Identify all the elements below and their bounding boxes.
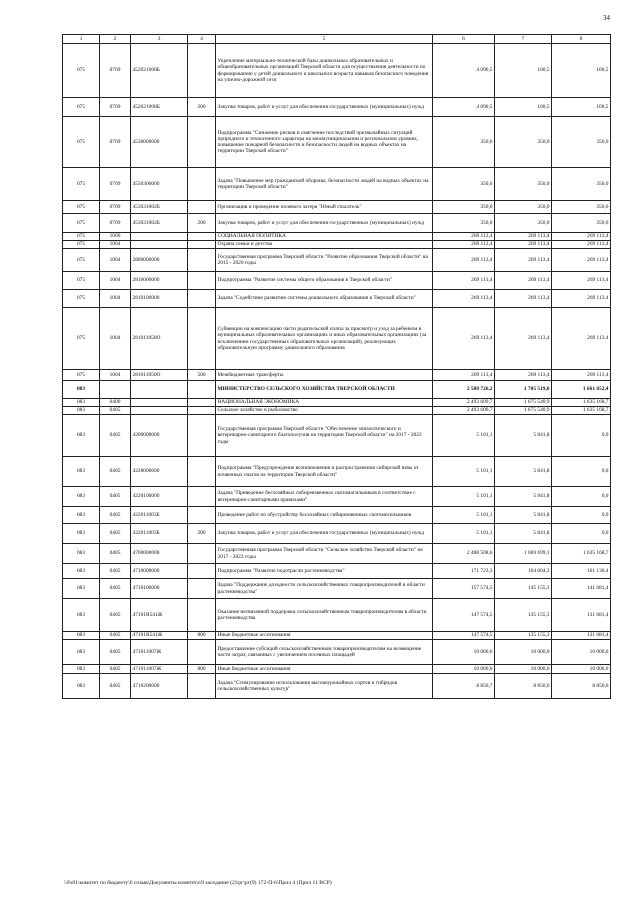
amount-col8-cell: 141 681,4	[552, 579, 611, 599]
header-cell: 2	[100, 35, 131, 44]
amount-col8-cell: 1 635 168,7	[552, 399, 611, 407]
expense-type-code-cell	[188, 272, 216, 290]
amount-col7-cell: 10 000,0	[495, 665, 552, 674]
section-code-cell: 0405	[100, 564, 131, 579]
amount-col7-cell: 10 000,0	[495, 640, 552, 665]
target-item-code-cell: 281011050О	[131, 308, 188, 370]
description-cell: Проведение работ по обустройству бесхозяйных сибиреязвенных скотомогильников	[216, 507, 433, 524]
expense-type-code-cell	[188, 233, 216, 241]
target-item-code-cell: 4710100000	[131, 579, 188, 599]
description-cell: Организация и проведение полевого лагеря "Юный спасатель"	[216, 201, 433, 214]
header-cell: 7	[495, 35, 552, 44]
expense-type-code-cell	[188, 241, 216, 249]
target-item-code-cell: 422011003Б	[131, 524, 188, 544]
table-row	[63, 233, 611, 241]
header-cell: 8	[552, 35, 611, 44]
amount-col7-cell: 8 850,6	[495, 674, 552, 699]
description-cell: Закупка товаров, работ и услуг для обеспечения государственных (муниципальных) нужд	[216, 98, 433, 117]
table-row	[63, 201, 611, 214]
agency-code-cell: 083	[63, 544, 100, 564]
section-code-cell	[100, 381, 131, 399]
section-code-cell: 0405	[100, 407, 131, 415]
target-item-code-cell: 47101R541Ж	[131, 599, 188, 632]
amount-col6-cell: 2 493 609,7	[433, 407, 495, 415]
amount-col6-cell: 350,0	[433, 168, 495, 201]
amount-col8-cell: 269 113,4	[552, 308, 611, 370]
target-item-code-cell: 281011050О	[131, 370, 188, 381]
amount-col7-cell: 269 113,4	[495, 308, 552, 370]
table-row	[63, 674, 611, 699]
expense-type-code-cell: 200	[188, 214, 216, 233]
amount-col6-cell: 5 101,1	[433, 457, 495, 487]
description-cell: Задача "Поддержание доходности сельскохозяйственных товаропроизводителей в области растениеводства"	[216, 579, 433, 599]
expense-type-code-cell	[188, 168, 216, 201]
budget-table-body	[63, 35, 611, 699]
amount-col7-cell: 135 155,3	[495, 599, 552, 632]
description-cell: Подпрограмма "Снижение рисков и смягчение последствий чрезвычайных ситуаций природного и техногенного характера на межмуниципальном и региональном уровнях, повышение пожарной безопасности и безопасности людей на водных объектах на территории Тверской области"	[216, 117, 433, 168]
agency-code-cell: 083	[63, 674, 100, 699]
expense-type-code-cell: 500	[188, 370, 216, 381]
description-cell: Закупка товаров, работ и услуг для обеспечения государственных (муниципальных) нужд	[216, 214, 433, 233]
description-cell: Межбюджетные трансферты	[216, 370, 433, 381]
expense-type-code-cell	[188, 507, 216, 524]
amount-col6-cell: 269 113,4	[433, 249, 495, 272]
agency-code-cell: 075	[63, 249, 100, 272]
amount-col6-cell: 4 090,5	[433, 44, 495, 98]
table-row	[63, 579, 611, 599]
description-cell: Иные бюджетные ассигнования	[216, 632, 433, 640]
agency-code-cell: 075	[63, 272, 100, 290]
expense-type-code-cell	[188, 407, 216, 415]
agency-code-cell: 083	[63, 415, 100, 457]
amount-col7-cell: 269 113,4	[495, 290, 552, 308]
section-code-cell: 0405	[100, 640, 131, 665]
header-cell: 1	[63, 35, 100, 44]
section-code-cell: 1004	[100, 290, 131, 308]
amount-col6-cell: 350,0	[433, 117, 495, 168]
table-row	[63, 290, 611, 308]
agency-code-cell: 075	[63, 370, 100, 381]
amount-col8-cell: 10 000,0	[552, 665, 611, 674]
expense-type-code-cell	[188, 381, 216, 399]
agency-code-cell: 083	[63, 487, 100, 507]
table-row	[63, 507, 611, 524]
amount-col6-cell: 269 113,4	[433, 308, 495, 370]
agency-code-cell: 083	[63, 381, 100, 399]
amount-col7-cell: 1 705 519,0	[495, 381, 552, 399]
table-row	[63, 524, 611, 544]
amount-col6-cell: 147 574,5	[433, 599, 495, 632]
agency-code-cell: 083	[63, 564, 100, 579]
table-header-row	[63, 35, 611, 44]
agency-code-cell: 083	[63, 399, 100, 407]
amount-col6-cell: 269 113,4	[433, 370, 495, 381]
expense-type-code-cell	[188, 599, 216, 632]
expense-type-code-cell: 800	[188, 632, 216, 640]
amount-col6-cell: 350,0	[433, 214, 495, 233]
amount-col6-cell: 10 000,0	[433, 640, 495, 665]
description-cell: Задача "Повышение мер гражданской обороны, безопасности людей на водных объектах на территории Тверской области"	[216, 168, 433, 201]
table-row	[63, 640, 611, 665]
agency-code-cell: 083	[63, 665, 100, 674]
section-code-cell: 0405	[100, 544, 131, 564]
description-cell: Задача "Приведение бесхозяйных сибиреязвенных скотомогильников в соответствие с ветеринарно-санитарными правилами"	[216, 487, 433, 507]
amount-col6-cell: 269 113,4	[433, 233, 495, 241]
target-item-code-cell: 4220000000	[131, 457, 188, 487]
amount-col8-cell: 10 000,0	[552, 640, 611, 665]
target-item-code-cell	[131, 407, 188, 415]
amount-col6-cell: 147 574,5	[433, 632, 495, 640]
amount-col6-cell: 5 101,1	[433, 415, 495, 457]
amount-col7-cell: 5 841,8	[495, 487, 552, 507]
amount-col6-cell: 4 090,5	[433, 98, 495, 117]
agency-code-cell: 083	[63, 579, 100, 599]
table-row	[63, 407, 611, 415]
target-item-code-cell: 4220100000	[131, 487, 188, 507]
section-code-cell: 0400	[100, 399, 131, 407]
table-row	[63, 415, 611, 457]
agency-code-cell: 075	[63, 117, 100, 168]
table-row	[63, 457, 611, 487]
expense-type-code-cell	[188, 674, 216, 699]
amount-col7-cell: 350,0	[495, 214, 552, 233]
target-item-code-cell: 4530000000	[131, 117, 188, 168]
amount-col7-cell: 1 669 699,1	[495, 544, 552, 564]
amount-col6-cell: 10 000,0	[433, 665, 495, 674]
expense-type-code-cell	[188, 201, 216, 214]
section-code-cell: 0709	[100, 201, 131, 214]
section-code-cell: 0709	[100, 214, 131, 233]
amount-col7-cell: 350,0	[495, 201, 552, 214]
target-item-code-cell	[131, 399, 188, 407]
agency-code-cell: 075	[63, 290, 100, 308]
target-item-code-cell: 422011003Б	[131, 507, 188, 524]
table-row	[63, 98, 611, 117]
expense-type-code-cell	[188, 44, 216, 98]
amount-col6-cell: 269 113,4	[433, 241, 495, 249]
amount-col6-cell: 2 580 726,2	[433, 381, 495, 399]
description-cell: Государственная программа Тверской области "Сельское хозяйство Тверской области" на 2017 - 2022 годы	[216, 544, 433, 564]
expense-type-code-cell	[188, 415, 216, 457]
table-row	[63, 272, 611, 290]
section-code-cell: 0405	[100, 507, 131, 524]
expense-type-code-cell	[188, 117, 216, 168]
description-cell: Закупка товаров, работ и услуг для обеспечения государственных (муниципальных) нужд	[216, 524, 433, 544]
amount-col7-cell: 269 113,4	[495, 249, 552, 272]
expense-type-code-cell	[188, 544, 216, 564]
agency-code-cell: 075	[63, 233, 100, 241]
amount-col6-cell: 157 574,5	[433, 579, 495, 599]
agency-code-cell: 083	[63, 407, 100, 415]
target-item-code-cell: 2810100000	[131, 290, 188, 308]
amount-col8-cell: 131 681,4	[552, 599, 611, 632]
amount-col7-cell: 100,5	[495, 98, 552, 117]
amount-col7-cell: 269 113,4	[495, 233, 552, 241]
amount-col8-cell: 0,0	[552, 487, 611, 507]
target-item-code-cell: 471011007Ж	[131, 640, 188, 665]
amount-col8-cell: 350,0	[552, 214, 611, 233]
table-row	[63, 370, 611, 381]
table-row	[63, 564, 611, 579]
expense-type-code-cell	[188, 487, 216, 507]
page-number: 34	[603, 14, 610, 22]
target-item-code-cell: 471011007Ж	[131, 665, 188, 674]
description-cell: Подпрограмма "Развитие подотрасли растениеводства"	[216, 564, 433, 579]
table-row	[63, 399, 611, 407]
section-code-cell: 1000	[100, 233, 131, 241]
amount-col6-cell: 350,0	[433, 201, 495, 214]
expense-type-code-cell	[188, 457, 216, 487]
description-cell: МИНИСТЕРСТВО СЕЛЬСКОГО ХОЗЯЙСТВА ТВЕРСКОЙ ОБЛАСТИ	[216, 381, 433, 399]
amount-col7-cell: 1 675 540,9	[495, 399, 552, 407]
target-item-code-cell	[131, 381, 188, 399]
amount-col8-cell: 8 850,6	[552, 674, 611, 699]
amount-col8-cell: 269 113,4	[552, 233, 611, 241]
amount-col8-cell: 131 681,4	[552, 632, 611, 640]
agency-code-cell: 083	[63, 632, 100, 640]
amount-col6-cell: 2 488 508,6	[433, 544, 495, 564]
section-code-cell: 1004	[100, 308, 131, 370]
agency-code-cell: 075	[63, 98, 100, 117]
description-cell: Оказание несвязанной поддержки сельскохозяйственным товаропроизводителям в области растениеводства	[216, 599, 433, 632]
document-footer-path: \\Fs01\комитет по бюджету\6 созыв\Документы комитета\9 заседание (2)\рг\рг(9) 172-П-6\Прил 4 (Прил 11 ВСР)	[64, 880, 332, 886]
target-item-code-cell: 452021008Б	[131, 98, 188, 117]
agency-code-cell: 075	[63, 308, 100, 370]
table-row	[63, 44, 611, 98]
section-code-cell: 1004	[100, 249, 131, 272]
amount-col6-cell: 5 101,1	[433, 524, 495, 544]
description-cell: Субвенции на компенсацию части родительской платы за присмотр и уход за ребенком в муниципальных образовательных организациях и иных образовательных организациях (за исключением государственных образовательных организаций), реализующих образовательную программу дошкольного образования	[216, 308, 433, 370]
amount-col8-cell: 269 113,4	[552, 249, 611, 272]
amount-col8-cell: 0,0	[552, 524, 611, 544]
amount-col8-cell: 0,0	[552, 507, 611, 524]
amount-col7-cell: 5 841,8	[495, 415, 552, 457]
table-row	[63, 632, 611, 640]
header-cell: 5	[216, 35, 433, 44]
table-row	[63, 117, 611, 168]
amount-col8-cell: 269 113,4	[552, 241, 611, 249]
target-item-code-cell: 453031002Б	[131, 201, 188, 214]
section-code-cell: 1004	[100, 370, 131, 381]
description-cell: Задача "Содействие развитию системы дошкольного образования в Тверской области"	[216, 290, 433, 308]
expense-type-code-cell	[188, 564, 216, 579]
agency-code-cell: 075	[63, 214, 100, 233]
amount-col7-cell: 1 675 540,9	[495, 407, 552, 415]
section-code-cell: 0709	[100, 168, 131, 201]
target-item-code-cell: 2800000000	[131, 249, 188, 272]
description-cell: Охрана семьи и детства	[216, 241, 433, 249]
amount-col7-cell: 5 841,8	[495, 507, 552, 524]
description-cell: Предоставление субсидий сельскохозяйственным товаропроизводителям на возмещение части затрат, связанных с увеличением посевных площадей	[216, 640, 433, 665]
header-cell: 6	[433, 35, 495, 44]
section-code-cell: 0709	[100, 44, 131, 98]
target-item-code-cell: 2810000000	[131, 272, 188, 290]
section-code-cell: 0405	[100, 579, 131, 599]
agency-code-cell: 083	[63, 599, 100, 632]
section-code-cell: 0405	[100, 674, 131, 699]
agency-code-cell: 075	[63, 168, 100, 201]
section-code-cell: 0405	[100, 457, 131, 487]
amount-col6-cell: 2 493 609,7	[433, 399, 495, 407]
amount-col8-cell: 1 661 652,4	[552, 381, 611, 399]
agency-code-cell: 083	[63, 640, 100, 665]
amount-col7-cell: 100,5	[495, 44, 552, 98]
section-code-cell: 1004	[100, 272, 131, 290]
section-code-cell: 0709	[100, 117, 131, 168]
header-cell: 4	[188, 35, 216, 44]
description-cell: Укрепление материально-технической базы дошкольных образовательных и общеобразовательных организаций Тверской области для осуществления деятельности по формированию у детей дошкольного и школьного возраста навыков безопасного поведения на улично-дорожной сети	[216, 44, 433, 98]
target-item-code-cell: 453031002Б	[131, 214, 188, 233]
target-item-code-cell: 47101R541Ж	[131, 632, 188, 640]
amount-col8-cell: 1 635 168,7	[552, 544, 611, 564]
table-row	[63, 308, 611, 370]
section-code-cell: 0405	[100, 415, 131, 457]
section-code-cell: 0405	[100, 665, 131, 674]
amount-col8-cell: 0,0	[552, 457, 611, 487]
agency-code-cell: 075	[63, 201, 100, 214]
table-row	[63, 599, 611, 632]
amount-col6-cell: 269 113,4	[433, 290, 495, 308]
amount-col8-cell: 269 113,4	[552, 272, 611, 290]
section-code-cell: 0405	[100, 524, 131, 544]
expense-type-code-cell	[188, 640, 216, 665]
amount-col8-cell: 0,0	[552, 415, 611, 457]
amount-col6-cell: 5 101,1	[433, 507, 495, 524]
description-cell: Сельское хозяйство и рыболовство	[216, 407, 433, 415]
expense-type-code-cell	[188, 399, 216, 407]
amount-col8-cell: 100,5	[552, 44, 611, 98]
amount-col6-cell: 8 850,7	[433, 674, 495, 699]
description-cell: Подпрограмма "Предупреждение возникновения и распространения сибирской язвы от почвенных очагов на территории Тверской области"	[216, 457, 433, 487]
section-code-cell: 1004	[100, 241, 131, 249]
section-code-cell: 0709	[100, 98, 131, 117]
target-item-code-cell: 4530300000	[131, 168, 188, 201]
target-item-code-cell: 4200000000	[131, 415, 188, 457]
amount-col7-cell: 145 155,3	[495, 579, 552, 599]
amount-col8-cell: 269 113,4	[552, 370, 611, 381]
amount-col7-cell: 350,0	[495, 168, 552, 201]
description-cell: Задача "Стимулирование использования высокоурожайных сортов и гибридов сельскохозяйственных культур"	[216, 674, 433, 699]
expense-type-code-cell	[188, 290, 216, 308]
target-item-code-cell: 4700000000	[131, 544, 188, 564]
agency-code-cell: 075	[63, 241, 100, 249]
amount-col8-cell: 100,5	[552, 98, 611, 117]
expense-type-code-cell	[188, 579, 216, 599]
amount-col7-cell: 5 841,8	[495, 524, 552, 544]
target-item-code-cell	[131, 241, 188, 249]
expense-type-code-cell: 200	[188, 524, 216, 544]
description-cell: НАЦИОНАЛЬНАЯ ЭКОНОМИКА	[216, 399, 433, 407]
agency-code-cell: 083	[63, 457, 100, 487]
expense-type-code-cell: 800	[188, 665, 216, 674]
amount-col7-cell: 350,0	[495, 117, 552, 168]
amount-col8-cell: 350,0	[552, 168, 611, 201]
table-row	[63, 249, 611, 272]
amount-col8-cell: 161 130,4	[552, 564, 611, 579]
table-row	[63, 665, 611, 674]
target-item-code-cell: 4710200000	[131, 674, 188, 699]
amount-col8-cell: 1 635 168,7	[552, 407, 611, 415]
amount-col8-cell: 269 113,4	[552, 290, 611, 308]
amount-col8-cell: 350,0	[552, 201, 611, 214]
description-cell: Подпрограмма "Развитие системы общего образования в Тверской области"	[216, 272, 433, 290]
header-cell: 3	[131, 35, 188, 44]
amount-col7-cell: 269 113,4	[495, 370, 552, 381]
expense-type-code-cell	[188, 249, 216, 272]
table-row	[63, 487, 611, 507]
amount-col7-cell: 135 155,3	[495, 632, 552, 640]
table-row	[63, 241, 611, 249]
target-item-code-cell: 452021008Б	[131, 44, 188, 98]
agency-code-cell: 083	[63, 507, 100, 524]
target-item-code-cell	[131, 233, 188, 241]
table-row	[63, 168, 611, 201]
amount-col6-cell: 269 113,4	[433, 272, 495, 290]
amount-col7-cell: 269 113,4	[495, 241, 552, 249]
section-code-cell: 0405	[100, 632, 131, 640]
amount-col6-cell: 5 101,1	[433, 487, 495, 507]
expense-type-code-cell	[188, 308, 216, 370]
amount-col7-cell: 269 113,4	[495, 272, 552, 290]
table-row	[63, 214, 611, 233]
amount-col7-cell: 164 604,3	[495, 564, 552, 579]
description-cell: Государственная программа Тверской области "Обеспечение эпизоотического и ветеринарно-санитарного благополучия на территории Тверской области" на 2017 - 2022 годы	[216, 415, 433, 457]
amount-col6-cell: 171 723,3	[433, 564, 495, 579]
table-row	[63, 381, 611, 399]
section-code-cell: 0405	[100, 487, 131, 507]
description-cell: Иные бюджетные ассигнования	[216, 665, 433, 674]
expense-type-code-cell: 200	[188, 98, 216, 117]
amount-col7-cell: 5 841,8	[495, 457, 552, 487]
section-code-cell: 0405	[100, 599, 131, 632]
description-cell: СОЦИАЛЬНАЯ ПОЛИТИКА	[216, 233, 433, 241]
description-cell: Государственная программа Тверской области "Развитие образования Тверской области" на 2015 - 2020 годы	[216, 249, 433, 272]
table-row	[63, 544, 611, 564]
agency-code-cell: 075	[63, 44, 100, 98]
agency-code-cell: 083	[63, 524, 100, 544]
budget-table	[62, 34, 611, 699]
target-item-code-cell: 4710000000	[131, 564, 188, 579]
amount-col8-cell: 350,0	[552, 117, 611, 168]
